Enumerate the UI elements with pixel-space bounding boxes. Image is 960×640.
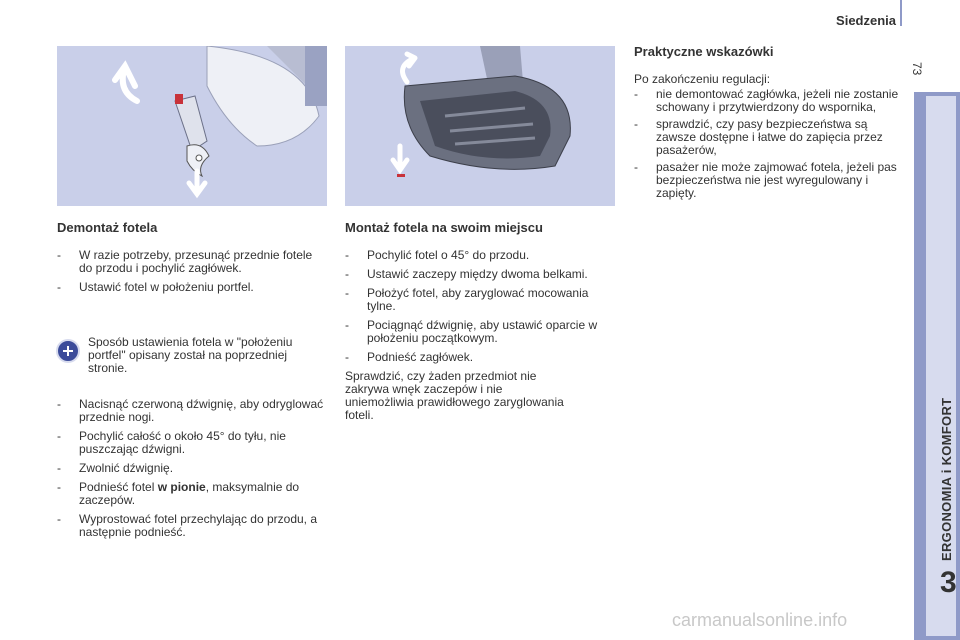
- refit-check-text: Sprawdzić, czy żaden przedmiot nie zakrywa wnęk zaczepów i nie uniemożliwia prawidłowego zaryglowania foteli.: [345, 369, 564, 422]
- list-item: - Pociągnąć dźwignię, aby ustawić oparcie w położeniu początkowym.: [345, 318, 598, 345]
- down-arrow-icon: [393, 146, 407, 170]
- watermark: carmanualsonline.info: [672, 610, 848, 630]
- removal-steps-a: [57, 249, 327, 294]
- section-title: Siedzenia: [836, 13, 896, 28]
- header-divider: [900, 0, 902, 26]
- down-arrow-icon: [189, 171, 205, 194]
- list-item: - Położyć fotel, aby zaryglować mocowania tylne.: [345, 286, 589, 313]
- refit-steps: [345, 249, 615, 364]
- rotate-arrow-icon: [115, 66, 137, 101]
- chapter-tab: [914, 92, 960, 640]
- tips-section: [634, 44, 904, 204]
- removal-title: Demontaż fotela: [57, 220, 158, 235]
- list-item: - Nacisnąć czerwoną dźwignię, aby odryglować przednie nogi.: [57, 397, 324, 424]
- list-item: - Podnieść zagłówek.: [345, 350, 474, 364]
- refit-title: Montaż fotela na swoim miejscu: [345, 220, 543, 235]
- tips-title: Praktyczne wskazówki: [634, 44, 774, 59]
- list-item: - Pochylić całość o około 45° do tyłu, nie puszczając dźwigni.: [57, 429, 286, 456]
- chapter-label: ERGONOMIA i KOMFORT: [939, 397, 954, 561]
- list-item: - pasażer nie może zajmować fotela, jeżeli pas bezpieczeństwa nie jest wyregulowany i zapięty.: [634, 160, 897, 200]
- tips-list: [634, 88, 904, 200]
- seat-refit-illustration: [345, 46, 615, 206]
- note-text: Sposób ustawienia fotela w "położeniu portfel" opisany został na poprzedniej stronie.: [88, 335, 293, 375]
- chapter-number: 3: [940, 566, 957, 599]
- list-item: - Pochylić fotel o 45° do przodu.: [345, 248, 530, 262]
- list-item: - Ustawić zaczepy między dwoma belkami.: [345, 267, 588, 281]
- removal-steps-b: [57, 398, 327, 539]
- rotate-arrow-icon: [403, 54, 416, 82]
- list-item: - Wyprostować fotel przechylając do przodu, a następnie podnieść.: [57, 512, 318, 539]
- list-item: - W razie potrzeby, przesunąć przednie fotele do przodu i pochylić zagłówek.: [57, 248, 313, 275]
- list-item: - sprawdzić, czy pasy bezpieczeństwa są zawsze dostępne i łatwe do zapięcia przez pasażerów,: [634, 117, 883, 157]
- removal-section: [57, 220, 327, 300]
- plus-info-icon: [56, 339, 80, 363]
- refit-section: [345, 220, 615, 422]
- seat-removal-illustration: [57, 46, 327, 206]
- tips-intro: Po zakończeniu regulacji:: [634, 72, 771, 86]
- removal-steps-b-section: [57, 398, 327, 545]
- page-number: 73: [910, 62, 924, 76]
- red-lever-icon: [175, 94, 183, 104]
- list-item: - Podnieść fotel w pionie, maksymalnie do zaczepów.: [57, 480, 300, 507]
- list-item: - nie demontować zagłówka, jeżeli nie zostanie schowany i przytwierdzony do wspornika,: [634, 87, 899, 114]
- chapter-tab-panel: [926, 96, 956, 636]
- list-item: - Zwolnić dźwignię.: [57, 461, 174, 475]
- list-item: - Ustawić fotel w położeniu portfel.: [57, 280, 254, 294]
